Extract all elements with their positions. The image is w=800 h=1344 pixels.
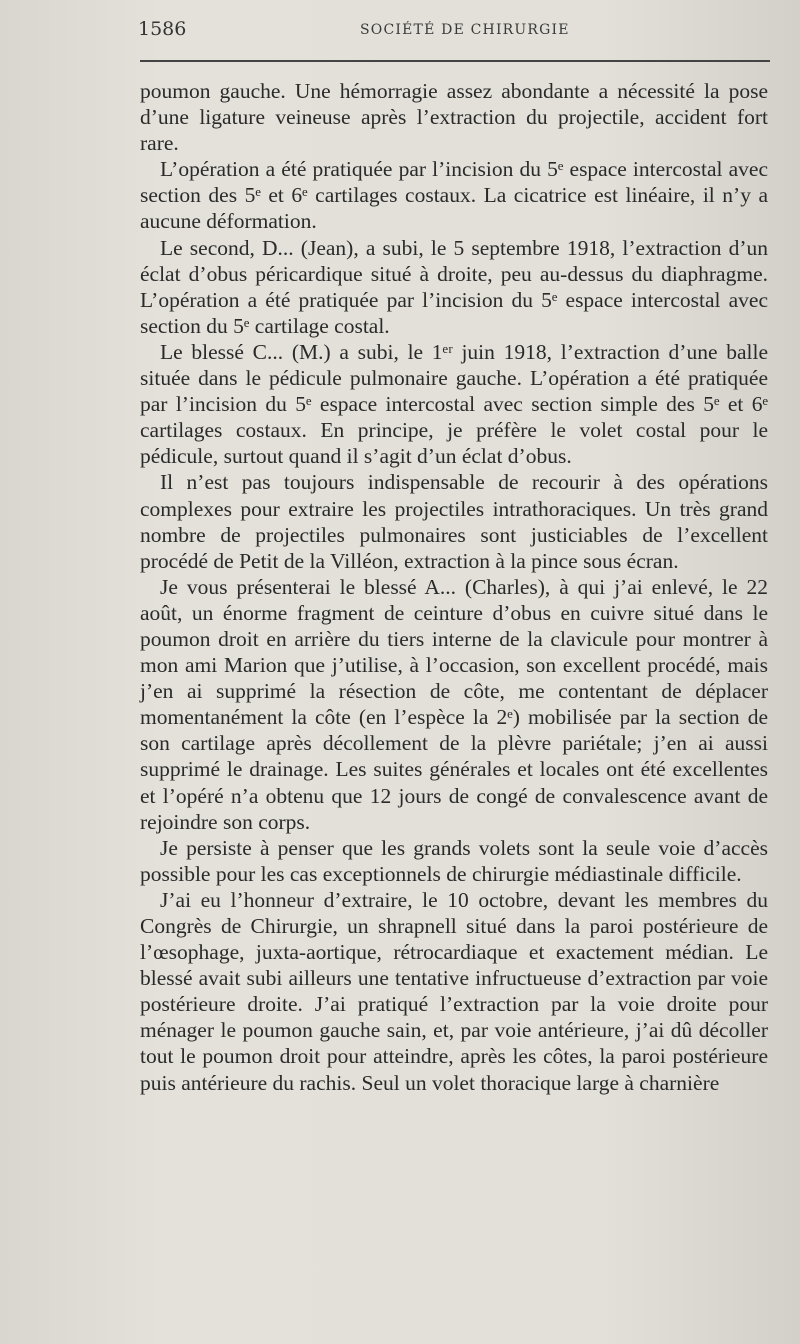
- header-rule: [140, 60, 770, 62]
- body-text: [140, 78, 768, 1096]
- page-header: [138, 18, 768, 46]
- paragraph-1: poumon gauche. Une hémorragie assez abondante a nécessité la pose d’une ligature veineuse après l’extraction du projectile, accident fort rare.: [140, 79, 768, 156]
- paragraph-2: L’opération a été pratiquée par l’incision du 5ᵉ espace intercostal avec section des 5ᵉ et 6ᵉ cartilages costaux. La cicatrice est linéaire, il n’y a aucune déformation.: [140, 157, 768, 234]
- paragraph-3: Le second, D... (Jean), a subi, le 5 septembre 1918, l’extraction d’un éclat d’obus péricardique situé à droite, peu au-dessus du diaphragme. L’opération a été pratiquée par l’incision du 5ᵉ espace intercostal avec section du 5ᵉ cartilage costal.: [140, 235, 768, 338]
- paragraph-8: J’ai eu l’honneur d’extraire, le 10 octobre, devant les membres du Congrès de Chirurgie, un shrapnell situé dans la paroi postérieure de l’œsophage, juxta-aortique, rétrocardiaque et exactement médian. Le blessé avait subi ailleurs une tentative infructueuse d’extraction par voie postérieure droite. J’ai pratiqué l’extraction par la voie droite pour ménager le poumon gauche sain, et, par voie antérieure, j’ai dû décoller tout le poumon droit pour atteindre, après les côtes, la paroi postérieure puis antérieure du rachis. Seul un volet thoracique large à charnière: [140, 887, 768, 1095]
- paragraph-4: Le blessé C... (M.) a subi, le 1ᵉʳ juin 1918, l’extraction d’une balle située dans le pédicule pulmonaire gauche. L’opération a été pratiquée par l’incision du 5ᵉ espace intercostal avec section simple des 5ᵉ et 6ᵉ cartilages costaux. En principe, je préfère le volet costal pour le pédicule, surtout quand il s’agit d’un éclat d’obus.: [140, 339, 768, 469]
- running-title: SOCIÉTÉ DE CHIRURGIE: [360, 22, 570, 38]
- page-number: 1586: [138, 18, 187, 40]
- paragraph-7: Je persiste à penser que les grands volets sont la seule voie d’accès possible pour les cas exceptionnels de chirurgie médiastinale difficile.: [140, 835, 768, 886]
- paragraph-5: Il n’est pas toujours indispensable de recourir à des opérations complexes pour extraire les projectiles intrathoraciques. Un très grand nombre de projectiles pulmonaires sont justiciables de l’excellent procédé de Petit de la Villéon, extraction à la pince sous écran.: [140, 470, 768, 573]
- paragraph-6: Je vous présenterai le blessé A... (Charles), à qui j’ai enlevé, le 22 août, un énorme fragment de ceinture d’obus en cuivre situé dans le poumon droit en arrière du tiers interne de la clavicule pour montrer à mon ami Marion que j’utilise, à l’occasion, son excellent procédé, mais j’en ai supprimé la résection de côte, me contentant de déplacer momentanément la côte (en l’espèce la 2ᵉ) mobilisée par la section de son cartilage après décollement de la plèvre pariétale; j’en ai aussi supprimé le drainage. Les suites générales et locales ont été excellentes et l’opéré n’a obtenu que 12 jours de congé de convalescence avant de rejoindre son corps.: [140, 574, 768, 834]
